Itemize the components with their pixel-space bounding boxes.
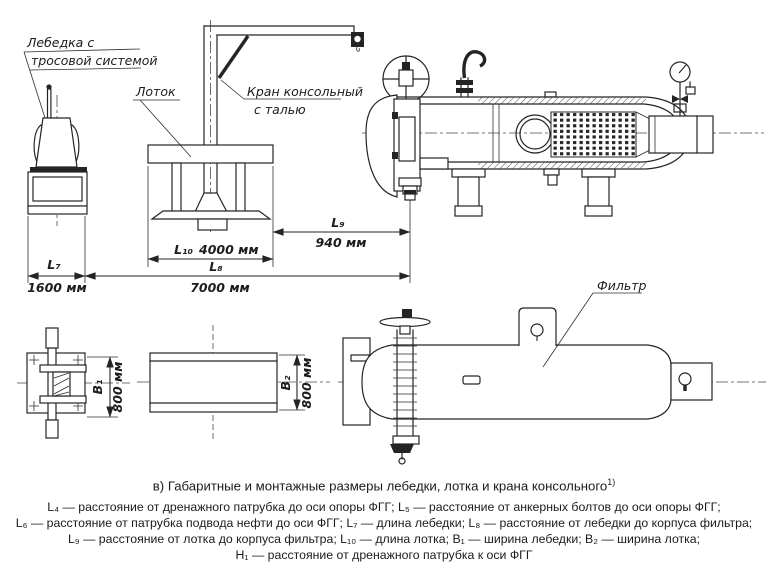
fgg-vessel-side-view: [362, 52, 764, 216]
caption-text: в) Габаритные и монтажные размеры лебедки, лотка и крана консольного: [152, 478, 608, 494]
legend-line-3: L₉ — расстояние от лотка до корпуса фильтра; L₁₀ — длина лотка; B₁ — ширина лебедки; B₂ — ширина лотка;: [67, 532, 701, 547]
dim-B1-name: B₁: [90, 379, 105, 395]
legend-line-1: L₄ — расстояние от дренажного патрубка до оси опоры ФГГ; L₅ — расстояние от анкерных болтов до оси опоры ФГГ;: [47, 500, 721, 514]
dim-B1-value: 800 мм: [110, 361, 125, 413]
dim-L8-value: 7000 мм: [190, 280, 250, 295]
caption-footnote-mark: 1): [607, 477, 616, 487]
vessel-perforated-plate: [551, 112, 636, 157]
crane-label-line2: с талью: [254, 102, 306, 117]
dimension-L9: [273, 215, 410, 250]
dimension-L7: [27, 257, 87, 295]
dim-B2-name: B₂: [278, 375, 293, 391]
winch-label-line1: Лебедка с: [27, 35, 95, 50]
console-crane: [204, 20, 364, 232]
winch-top-view: [17, 328, 130, 438]
winch-label-line2: тросовой системой: [31, 53, 158, 68]
dim-L7-name: L₇: [47, 257, 61, 272]
dimension-B1: [87, 357, 125, 417]
legend-line-2: L₆ — расстояние от патрубка подвода нефти до оси ФГГ; L₇ — длина лебедки; L₈ — расстояние от лебедки до корпуса фильтра;: [15, 516, 753, 531]
filter-label: Фильтр: [597, 278, 647, 293]
dim-L10-name: L₁₀: [174, 242, 193, 257]
figure-caption: [0, 477, 768, 493]
pressure-gauge: [670, 62, 695, 116]
dim-B2-value: 800 мм: [299, 357, 314, 409]
crane-callout: [221, 80, 363, 117]
dimension-L10: [148, 242, 273, 259]
vessel-support-legs: [452, 169, 615, 216]
dimension-L8: [85, 259, 410, 295]
dimension-B2: [278, 355, 314, 410]
filter-side-view: [338, 308, 766, 464]
crane-brace: [219, 36, 248, 78]
dimension-legend: [0, 499, 768, 563]
legend-line-4: H₁ — расстояние от дренажного патрубка к оси ФГГ: [235, 548, 533, 563]
dim-L10-value: 4000 мм: [199, 242, 259, 257]
dim-L8-name: L₈: [209, 259, 223, 274]
winch-front-view: [28, 84, 87, 226]
vessel-outlet-nozzle: [649, 116, 713, 153]
vessel-hook-pipe: [456, 52, 485, 97]
dim-L9-value: 940 мм: [315, 235, 367, 250]
tray-label: Лоток: [136, 84, 176, 99]
vessel-manhole: [516, 115, 554, 153]
dim-L9-name: L₉: [331, 215, 345, 230]
tray-front-view: [148, 145, 273, 230]
crane-label-line1: Кран консольный: [247, 84, 364, 99]
tray-top-view: [137, 325, 330, 440]
dim-L7-value: 1600 мм: [27, 280, 87, 295]
